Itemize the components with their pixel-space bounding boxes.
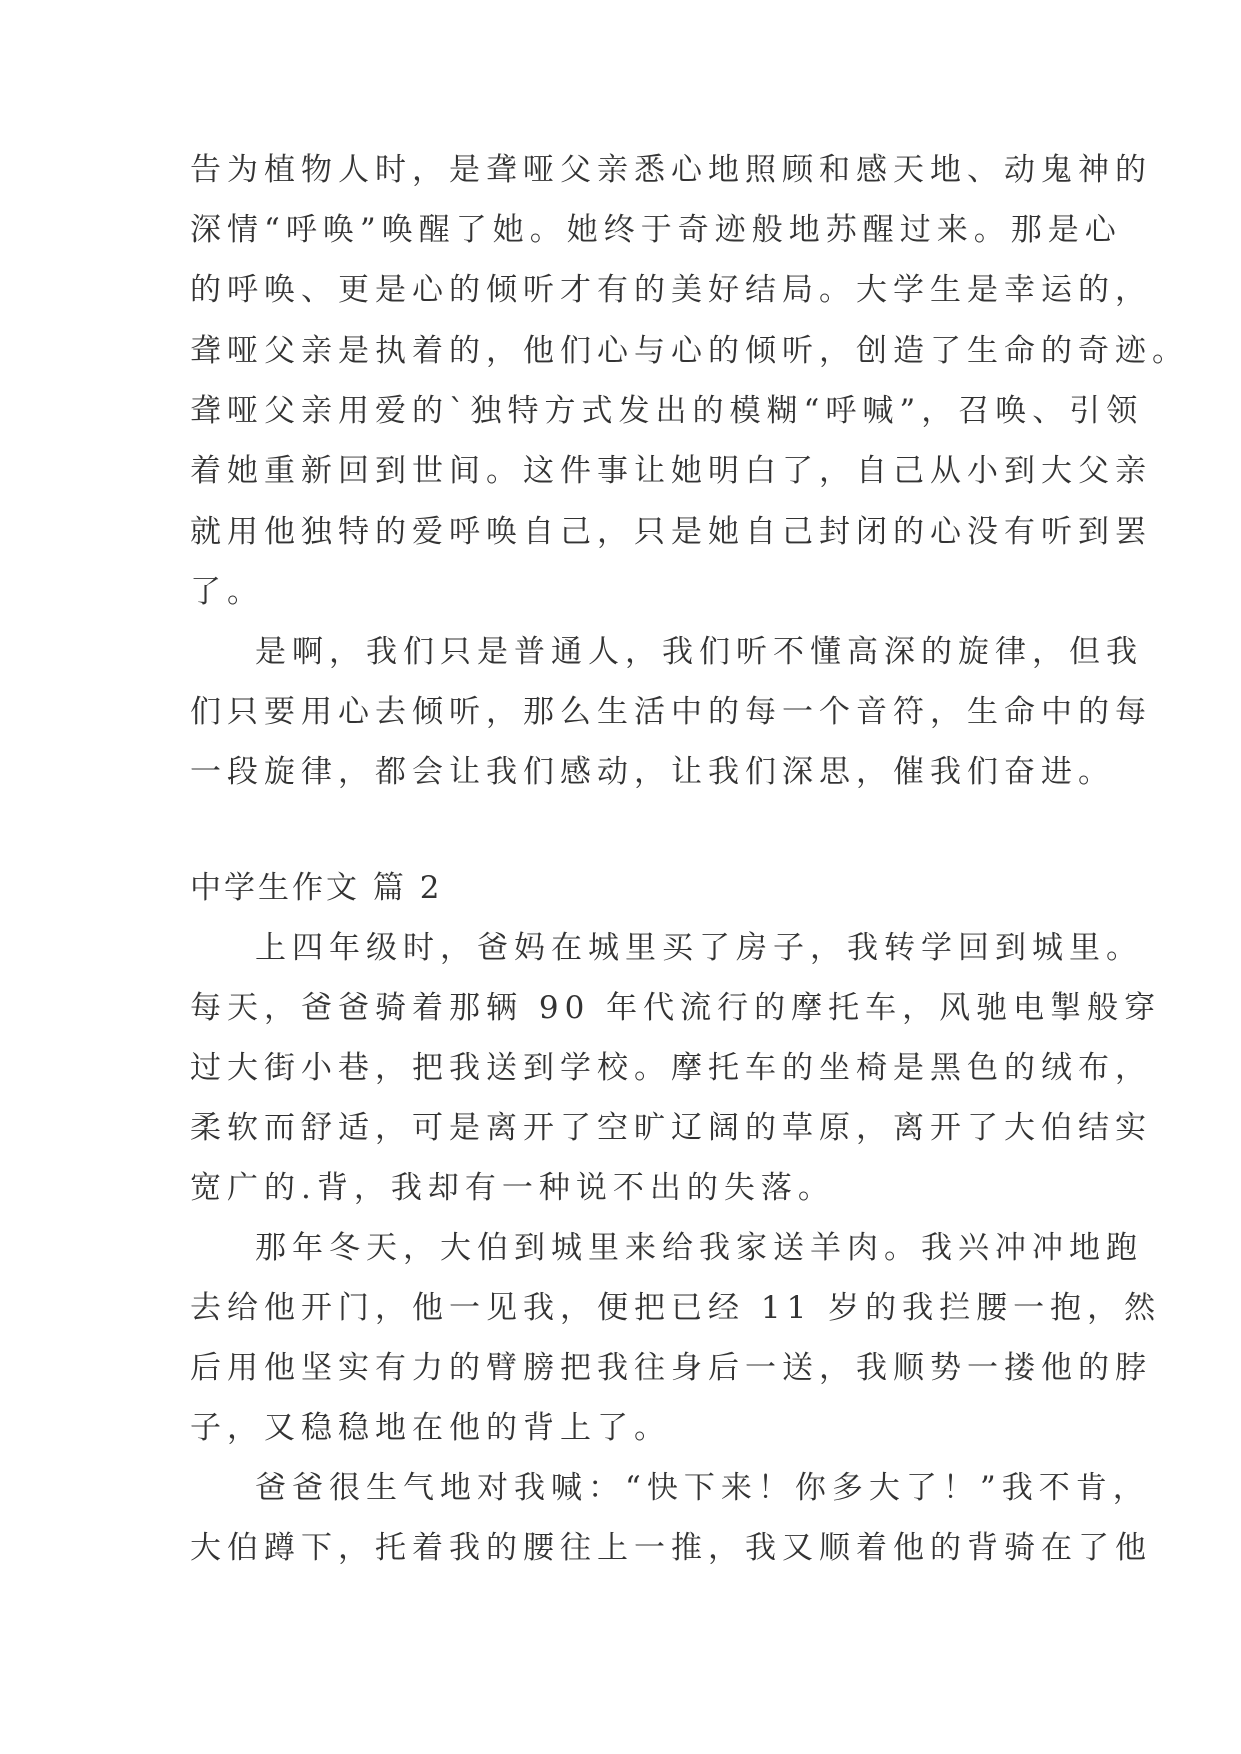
text-line: 大伯蹲下，托着我的腰往上一推，我又顺着他的背骑在了他 [190,1530,1152,1566]
text-line: 每天，爸爸骑着那辆 90 年代流行的摩托车，风驰电掣般穿 [190,990,1162,1026]
text-line: 柔软而舒适，可是离开了空旷辽阔的草原，离开了大伯结实 [190,1110,1152,1146]
text-line: 的呼唤、更是心的倾听才有的美好结局。大学生是幸运的， [190,272,1152,308]
text-line: 过大街小巷，把我送到学校。摩托车的坐椅是黑色的绒布， [190,1050,1152,1086]
text-line: 是啊，我们只是普通人，我们听不懂高深的旋律，但我 [255,634,1143,670]
text-line: 就用他独特的爱呼唤自己，只是她自己封闭的心没有听到罢 [190,514,1152,550]
text-line: 告为植物人时，是聋哑父亲悉心地照顾和感天地、动鬼神的 [190,152,1152,188]
text-line: 后用他坚实有力的臂膀把我往身后一送，我顺势一搂他的脖 [190,1350,1152,1386]
text-line: 子，又稳稳地在他的背上了。 [190,1410,671,1446]
text-line: 深情“呼唤”唤醒了她。她终于奇迹般地苏醒过来。那是心 [190,212,1122,248]
text-line: 上四年级时，爸妈在城里买了房子，我转学回到城里。 [255,930,1143,966]
text-line: 去给他开门，他一见我，便把已经 11 岁的我拦腰一抱，然 [190,1290,1162,1326]
text-line: 那年冬天，大伯到城里来给我家送羊肉。我兴冲冲地跑 [255,1230,1143,1266]
text-line: 聋哑父亲用爱的`独特方式发出的模糊“呼喊”，召唤、引领 [190,393,1144,429]
text-line: 一段旋律，都会让我们感动，让我们深思，催我们奋进。 [190,754,1115,790]
text-line: 聋哑父亲是执着的，他们心与心的倾听，创造了生命的奇迹。 [190,333,1189,369]
text-line: 了。 [190,574,264,610]
text-line: 爸爸很生气地对我喊：“快下来！你多大了！”我不肯， [255,1470,1150,1506]
text-line: 宽广的.背，我却有一种说不出的失落。 [190,1170,835,1206]
text-line: 们只要用心去倾听，那么生活中的每一个音符，生命中的每 [190,694,1152,730]
text-line: 着她重新回到世间。这件事让她明白了，自己从小到大父亲 [190,453,1152,489]
section-heading: 中学生作文 篇 2 [190,870,443,906]
